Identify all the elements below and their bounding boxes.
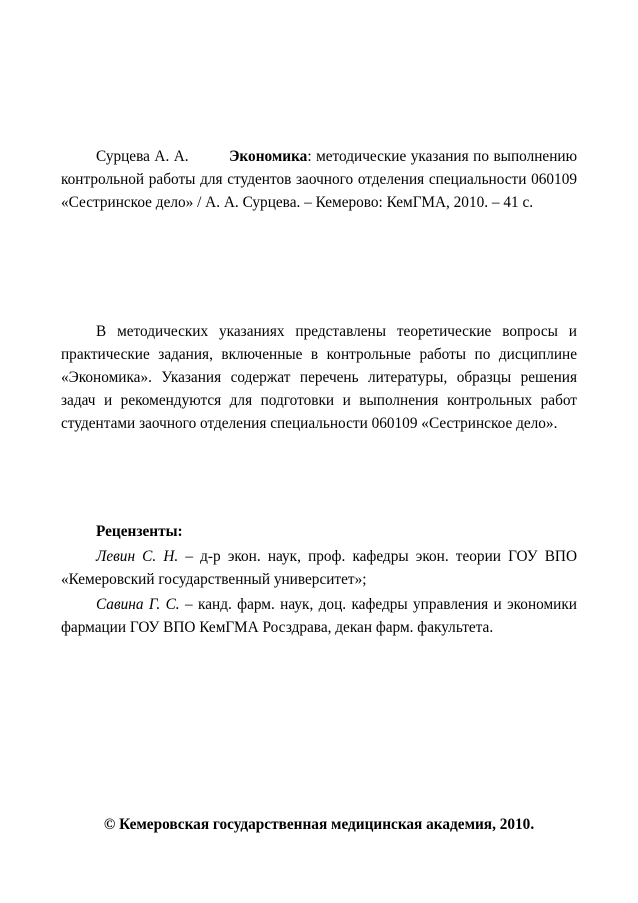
book-title: Экономика [229, 148, 308, 165]
reviewer-details: – канд. фарм. наук, доц. кафедры управления и экономики фармации ГОУ ВПО КемГМА Росздрава, декан фарм. факультета. [61, 596, 577, 636]
copyright-notice: © Кемеровская государственная медицинская академия, 2010. [103, 816, 535, 833]
bibliographic-details: : методические указания по выполнению контрольной работы для студентов заочного отделения специальности 060109 «Сестринское дело» / А. А. Сурцева. – Кемерово: КемГМА, 2010. – 41 с. [61, 148, 578, 211]
annotation-text: В методических указаниях представлены теоретические вопросы и практические задания, включенные в контрольные работы по дисциплине «Экономика». Указания содержат перечень литературы, образцы решения задач и рекомендуются для подготовки и выполнения контрольных работ студентами заочного отделения специальности 060109 «Сестринское дело». [61, 323, 577, 432]
bibliographic-entry [61, 145, 577, 214]
reviewer-item [61, 593, 577, 639]
bibliographic-paragraph [61, 145, 577, 214]
reviewers-heading: Рецензенты: [96, 523, 183, 540]
author-name: Сурцева А. А. [96, 148, 189, 165]
reviewer-name: Савина Г. С. [96, 596, 180, 613]
reviewer-details: – д-р экон. наук, проф. кафедры экон. теории ГОУ ВПО «Кемеровский государственный университет»; [61, 548, 577, 588]
reviewers-section [61, 520, 577, 639]
reviewer-item [61, 545, 577, 591]
reviewer-name: Левин С. Н. [96, 548, 179, 565]
annotation [61, 320, 577, 435]
